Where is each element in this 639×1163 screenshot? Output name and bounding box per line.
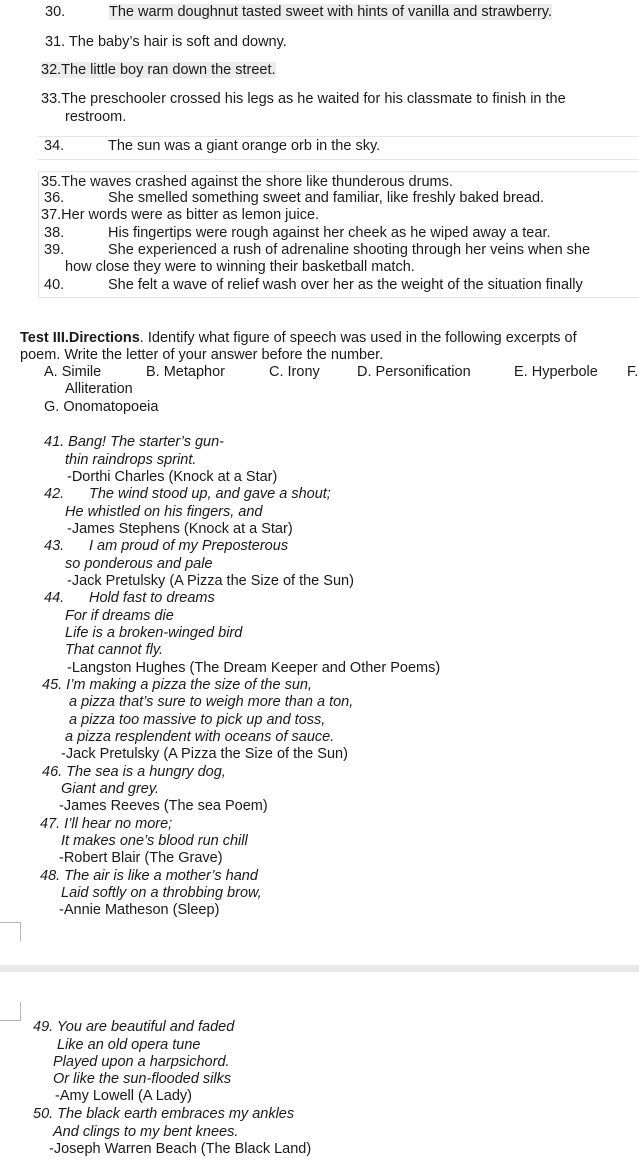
poem-46-line1: 46. The sea is a hungry dog,	[42, 764, 226, 780]
poem-42-line1	[44, 486, 331, 503]
poem-43-line2: so ponderous and pale	[65, 556, 213, 572]
poem-45-line2: a pizza that’s sure to weigh more than a ton,	[69, 694, 354, 710]
poem-41-source: -Dorthi Charles (Knock at a Star)	[67, 469, 278, 485]
poem-45-line3: a pizza too massive to pick up and toss,	[69, 712, 326, 728]
item-number: 30.	[45, 4, 66, 20]
poem-48-line1: 48. The air is like a mother’s hand	[40, 868, 258, 884]
poem-42-line2: He whistled on his fingers, and	[65, 504, 263, 520]
item-34	[44, 138, 380, 155]
poem-49-source: -Amy Lowell (A Lady)	[55, 1088, 192, 1104]
poem-49-line3: Played upon a harpsichord.	[53, 1054, 230, 1070]
poem-line: Hold fast to dreams	[89, 590, 215, 606]
poem-50-line1: 50. The black earth embraces my ankles	[33, 1106, 295, 1122]
poem-48-line2: Laid softly on a throbbing brow,	[61, 885, 262, 901]
item-number: 36.	[44, 190, 65, 206]
poem-43-line1	[44, 538, 288, 555]
test-three-heading	[20, 330, 577, 347]
poem-47-line2: It makes one’s blood run chill	[61, 833, 248, 849]
test-three-heading-line2: poem. Write the letter of your answer before the number.	[20, 347, 384, 363]
item-35: 35.The waves crashed against the shore like thunderous drums.	[41, 174, 453, 190]
poem-49-line2: Like an old opera tune	[57, 1037, 201, 1053]
item-32	[41, 62, 276, 79]
item-33-line2: restroom.	[65, 109, 127, 125]
item-text: She smelled something sweet and familiar, like freshly baked bread.	[108, 190, 545, 206]
poem-number: 44.	[44, 590, 65, 606]
choice-a: A. Simile	[44, 364, 102, 380]
poem-number: 42.	[44, 486, 65, 502]
choice-d: D. Personification	[357, 364, 471, 380]
item-36	[44, 190, 544, 207]
poem-41-line1: 41. Bang! The starter’s gun-	[44, 434, 225, 450]
poem-49-line1: 49. You are beautiful and faded	[33, 1019, 235, 1035]
poem-50-source: -Joseph Warren Beach (The Black Land)	[49, 1141, 312, 1157]
item-number: 38.	[44, 225, 65, 241]
poem-line: I am proud of my Preposterous	[89, 538, 289, 554]
poem-50-line2: And clings to my bent knees.	[53, 1124, 239, 1140]
item-30	[45, 4, 552, 21]
choice-b: B. Metaphor	[146, 364, 225, 380]
poem-46-source: -James Reeves (The sea Poem)	[59, 798, 268, 814]
item-31: 31. The baby’s hair is soft and downy.	[45, 34, 287, 50]
item-33-line1: 33.The preschooler crossed his legs as he waited for his classmate to finish in the	[41, 91, 566, 107]
item-38	[44, 225, 551, 242]
item-text: The sun was a giant orange orb in the sky.	[108, 138, 381, 154]
item-39-line2: how close they were to winning their basketball match.	[65, 259, 415, 275]
poem-47-source: -Robert Blair (The Grave)	[59, 850, 223, 866]
page-break	[0, 965, 639, 972]
item-number: 34.	[44, 138, 65, 154]
item-text: His fingertips were rough against her cheek as he wiped away a tear.	[108, 225, 551, 241]
poem-line: The wind stood up, and gave a shout;	[89, 486, 331, 502]
item-number: 40.	[44, 277, 65, 293]
poem-number: 43.	[44, 538, 65, 554]
heading-directions: . Identify what figure of speech was used in the following excerpts of	[139, 330, 577, 346]
choice-f-letter: F.	[627, 364, 639, 380]
poem-44-line4: That cannot fly.	[65, 642, 164, 658]
poem-45-source: -Jack Pretulsky (A Pizza the Size of the Sun)	[61, 746, 348, 762]
poem-44-line1	[44, 590, 215, 607]
page-corner-mark	[0, 922, 21, 941]
item-37: 37.Her words were as bitter as lemon juice.	[41, 207, 320, 223]
item-39-line1	[44, 242, 590, 259]
choice-e: E. Hyperbole	[514, 364, 598, 380]
heading-title: Test III.Directions	[20, 330, 140, 346]
item-number: 39.	[44, 242, 65, 258]
item-text: She experienced a rush of adrenaline shooting through her veins when she	[108, 242, 591, 258]
poem-42-source: -James Stephens (Knock at a Star)	[67, 521, 293, 537]
poem-45-line4: a pizza resplendent with oceans of sauce.	[65, 729, 335, 745]
poem-44-source: -Langston Hughes (The Dream Keeper and Other Poems)	[67, 660, 441, 676]
poem-45-line1: 45. I’m making a pizza the size of the sun,	[42, 677, 312, 693]
page-corner-mark	[0, 1002, 21, 1021]
poem-41-line2: thin raindrops sprint.	[65, 452, 197, 468]
choice-g: G. Onomatopoeia	[44, 399, 159, 415]
item-40	[44, 277, 583, 294]
item-text: She felt a wave of relief wash over her as the weight of the situation finally	[108, 277, 583, 293]
poem-43-source: -Jack Pretulsky (A Pizza the Size of the Sun)	[67, 573, 354, 589]
choice-f-word: Alliteration	[65, 381, 133, 397]
poem-48-source: -Annie Matheson (Sleep)	[59, 902, 220, 918]
poem-44-line3: Life is a broken-winged bird	[65, 625, 243, 641]
item-text: 32.The little boy ran down the street.	[41, 62, 276, 78]
poem-46-line2: Giant and grey.	[61, 781, 160, 797]
item-text: The warm doughnut tasted sweet with hints of vanilla and strawberry.	[109, 4, 553, 20]
choice-c: C. Irony	[269, 364, 320, 380]
poem-49-line4: Or like the sun-flooded silks	[53, 1071, 232, 1087]
poem-47-line1: 47. I’ll hear no more;	[40, 816, 173, 832]
poem-44-line2: For if dreams die	[65, 608, 174, 624]
